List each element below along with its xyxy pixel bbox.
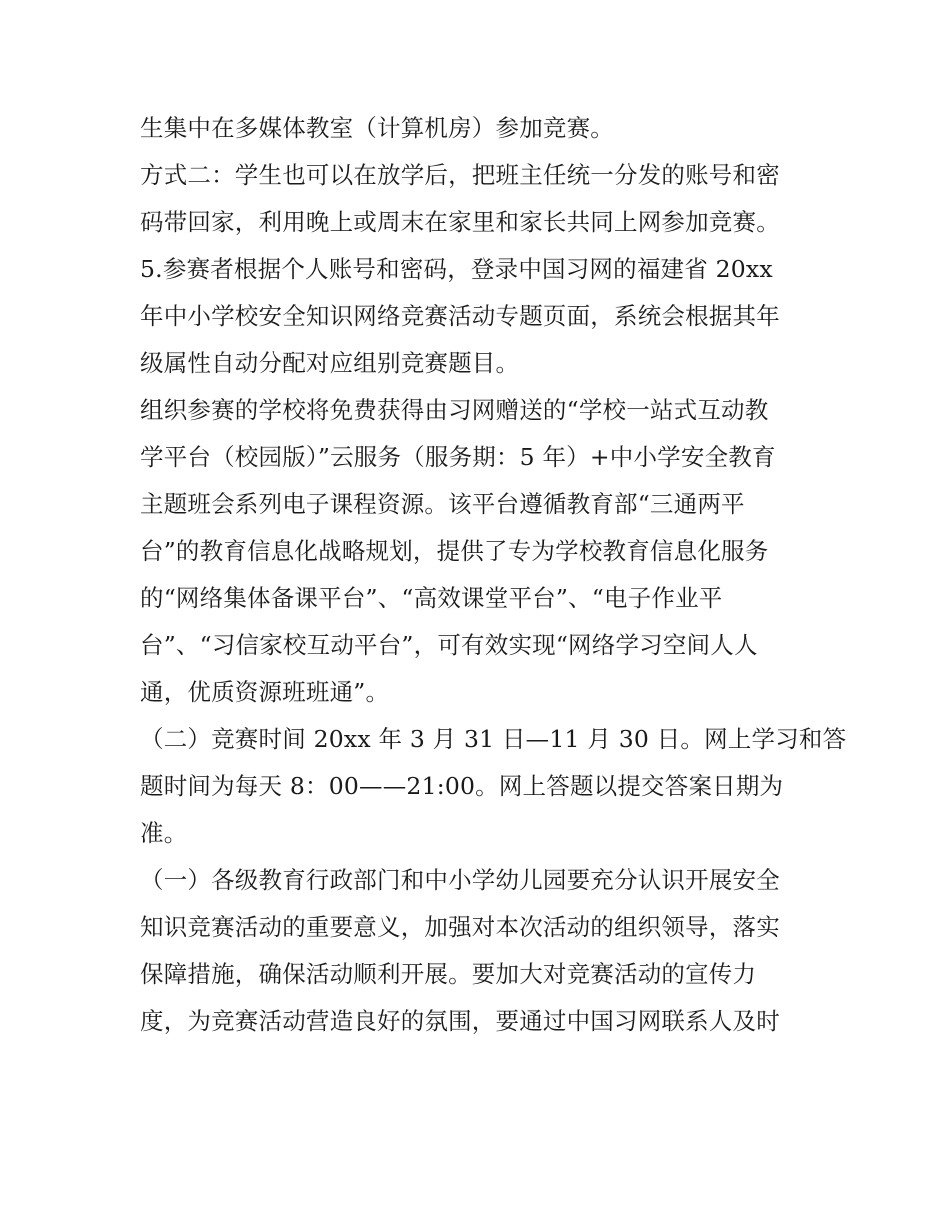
text-line: 学平台（校园版）”云服务（服务期：5 年）+中小学安全教育 — [140, 443, 776, 471]
text-line: 组织参赛的学校将免费获得由习网赠送的“学校一站式互动教 — [140, 396, 769, 424]
text-line: 码带回家，利用晚上或周末在家里和家长共同上网参加竞赛。 — [140, 208, 780, 236]
text-line: 知识竞赛活动的重要意义，加强对本次活动的组织领导，落实 — [140, 913, 780, 941]
text-line: 保障措施，确保活动顺利开展。要加大对竞赛活动的宣传力 — [140, 960, 757, 988]
text-line: 方式二：学生也可以在放学后，把班主任统一分发的账号和密 — [140, 161, 780, 189]
text-line: 题时间为每天 8：00——21:00。网上答题以提交答案日期为 — [140, 772, 784, 800]
text-line: 主题班会系列电子课程资源。该平台遵循教育部“三通两平 — [140, 490, 745, 518]
text-line: 级属性自动分配对应组别竞赛题目。 — [140, 349, 520, 377]
text-line: 的“网络集体备课平台”、“高效课堂平台”、“电子作业平 — [140, 584, 723, 612]
text-line: （一）各级教育行政部门和中小学幼儿园要充分认识开展安全 — [140, 866, 780, 894]
text-line: 台”的教育信息化战略规划，提供了专为学校教育信息化服务 — [140, 537, 769, 565]
text-line: 台”、“习信家校互动平台”，可有效实现“网络学习空间人人 — [140, 631, 758, 659]
text-line: 5.参赛者根据个人账号和密码，登录中国习网的福建省 20xx — [140, 255, 773, 283]
document-body — [140, 105, 847, 1045]
text-line: 生集中在多媒体教室（计算机房）参加竞赛。 — [140, 114, 614, 142]
text-line: 通，优质资源班班通”。 — [140, 678, 390, 706]
text-line: 年中小学校安全知识网络竞赛活动专题页面，系统会根据其年 — [140, 302, 780, 330]
text-line: （二）竞赛时间 20xx 年 3 月 31 日—11 月 30 日。网上学习和答 — [140, 725, 847, 753]
text-line: 准。 — [140, 819, 188, 847]
text-line: 度，为竞赛活动营造良好的氛围，要通过中国习网联系人及时 — [140, 1007, 780, 1035]
